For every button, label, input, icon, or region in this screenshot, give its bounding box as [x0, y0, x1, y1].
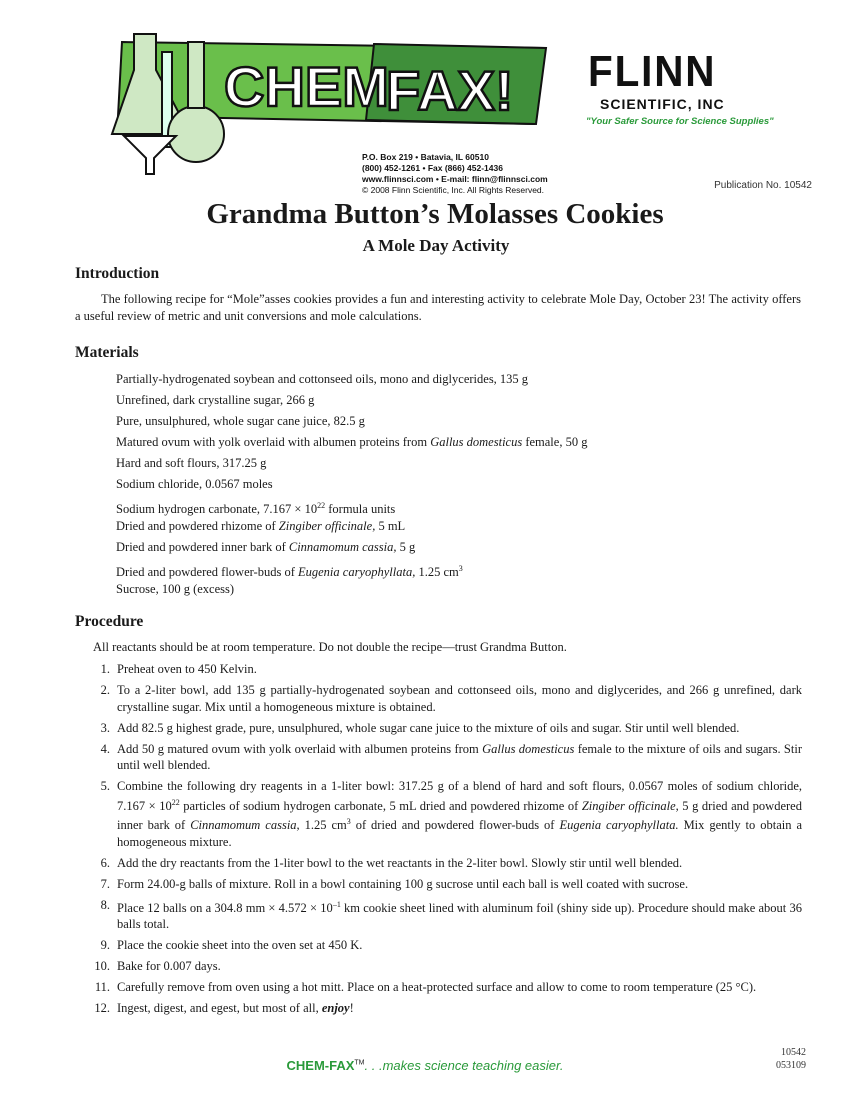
introduction-text: The following recipe for “Mole”asses cookies provides a fun and interesting activity to celebrate Mole Day, October 23! The activity offers a useful review of metric and unit conversions and mole calculations.: [75, 292, 801, 323]
list-item: Dried and powdered flower-buds of Eugenia caryophyllata, 1.25 $cm^3$: [116, 564, 463, 580]
flinn-logo: [582, 47, 782, 140]
footer-brand: [0, 1058, 850, 1073]
list-item: Pure, unsulphured, whole sugar cane juice, 82.5 g: [116, 414, 365, 428]
footer-code-pub: 10542: [781, 1047, 806, 1058]
page-title: Grandma Button’s Molasses Cookies: [206, 198, 664, 230]
list-item: Sodium hydrogen carbonate, $7.167 \times 10^{22}$ formula units: [116, 501, 396, 517]
list-item: 2. To a 2-liter bowl, add 135 g partially-hydrogenated soybean and cottonseed oils, mono and diglycerides, and 266 g unrefined, dark crystalline sugar. Mix until a homogeneous mixture is obtained.: [100, 683, 802, 714]
list-item: 1. Preheat oven to 450 Kelvin.: [100, 662, 257, 676]
list-item: 3. Add 82.5 g highest grade, pure, unsulphured, whole sugar cane juice to the mixture of oils and sugar. Stir until well blended.: [100, 720, 740, 735]
list-item: 6. Add the dry reactants from the 1-liter bowl to the wet reactants in the 2-liter bowl. Slowly stir until well blended.: [100, 855, 683, 870]
list-item: Partially-hydrogenated soybean and cottonseed oils, mono and diglycerides, 135 g: [116, 372, 529, 386]
materials-list: [116, 371, 587, 602]
footer-tagline: . . .makes science teaching easier.: [364, 1058, 564, 1073]
funnel-icon: [124, 136, 176, 174]
web-email: www.flinnsci.com • E-mail: flinn@flinnsci.com: [362, 174, 548, 184]
list-item: 4. Add 50 g matured ovum with yolk overlaid with albumen proteins from Gallus domesticus female to the mixture of oils and sugars. Stir until well blended.: [100, 741, 802, 772]
list-item: 11. Carefully remove from oven using a hot mitt. Place on a heat-protected surface and allow to come to room temperature (25 °C).: [94, 980, 757, 995]
list-item: Matured ovum with yolk overlaid with albumen proteins from Gallus domesticus female, 50 g: [116, 435, 588, 449]
flinn-tagline: "Your Safer Source for Science Supplies": [586, 116, 774, 127]
list-item: 9. Place the cookie sheet into the oven set at 450 K.: [100, 938, 363, 953]
svg-text:CHEM: CHEM: [224, 55, 389, 118]
address: P.O. Box 219 • Batavia, IL 60510: [362, 152, 489, 162]
page-subtitle: A Mole Day Activity: [362, 236, 510, 255]
footer-tm: TM: [354, 1059, 365, 1067]
procedure-heading: Procedure: [75, 613, 144, 630]
list-item: Hard and soft flours, 317.25 g: [116, 456, 267, 470]
list-item: Unrefined, dark crystalline sugar, 266 g: [116, 393, 315, 407]
footer-code-date: 053109: [776, 1060, 806, 1071]
list-item: Dried and powdered inner bark of Cinnamomum cassia, 5 g: [116, 540, 416, 554]
copyright: © 2008 Flinn Scientific, Inc. All Rights Reserved.: [362, 185, 545, 195]
svg-text:FAX!: FAX!: [386, 59, 514, 122]
flinn-scientific: SCIENTIFIC, INC: [600, 96, 725, 112]
list-item: Sucrose, 100 g (excess): [116, 582, 235, 596]
materials-heading: Materials: [75, 344, 139, 361]
publication-number: Publication No. 10542: [714, 180, 812, 191]
list-item: Dried and powdered rhizome of Zingiber officinale, 5 mL: [116, 519, 406, 533]
list-item: 7. Form 24.00-g balls of mixture. Roll in a bowl containing 100 g sucrose until each ball is well coated with sucrose.: [100, 876, 689, 891]
procedure-steps: [90, 661, 802, 1021]
list-item: 10. Bake for 0.007 days.: [94, 959, 221, 974]
flinn-wordmark: FLINN: [588, 47, 717, 96]
list-item: 12. Ingest, digest, and egest, but most of all, enjoy!: [94, 1001, 354, 1016]
list-item: Sodium chloride, 0.0567 moles: [116, 477, 273, 491]
chem-fax-logo: [104, 24, 574, 195]
procedure-intro: All reactants should be at room temperature. Do not double the recipe—trust Grandma Button.: [93, 640, 567, 654]
round-flask-icon: [168, 106, 224, 162]
list-item: 5. Combine the following dry reagents in a 1-liter bowl: 317.25 g of a blend of hard and soft flours, 0.0567 moles of sodium chloride, $7.167 \times 10^{22}$ particles of sodium hydrogen carbonate, 5 mL dried and powdered rhizome of Zingiber officinale, 5 g dried and powdered inner bark of Cinnamomum cassia, 1.25 $cm^3$ of dried and powdered flower-buds of Eugenia caryophyllata. Mix gently to obtain a homogeneous mixture.: [100, 779, 802, 849]
contact-block: [362, 152, 548, 196]
introduction-heading: Introduction: [75, 265, 160, 282]
phone: (800) 452-1261 • Fax (866) 452-1436: [362, 163, 503, 173]
list-item: 8. Place 12 balls on a 304.8 mm × $4.572 \times 10^{-1}$ km cookie sheet lined with aluminum foil (shiny side up). Procedure should make about 36 balls total.: [100, 897, 802, 932]
footer-chemfax: CHEM-FAX: [286, 1058, 355, 1073]
